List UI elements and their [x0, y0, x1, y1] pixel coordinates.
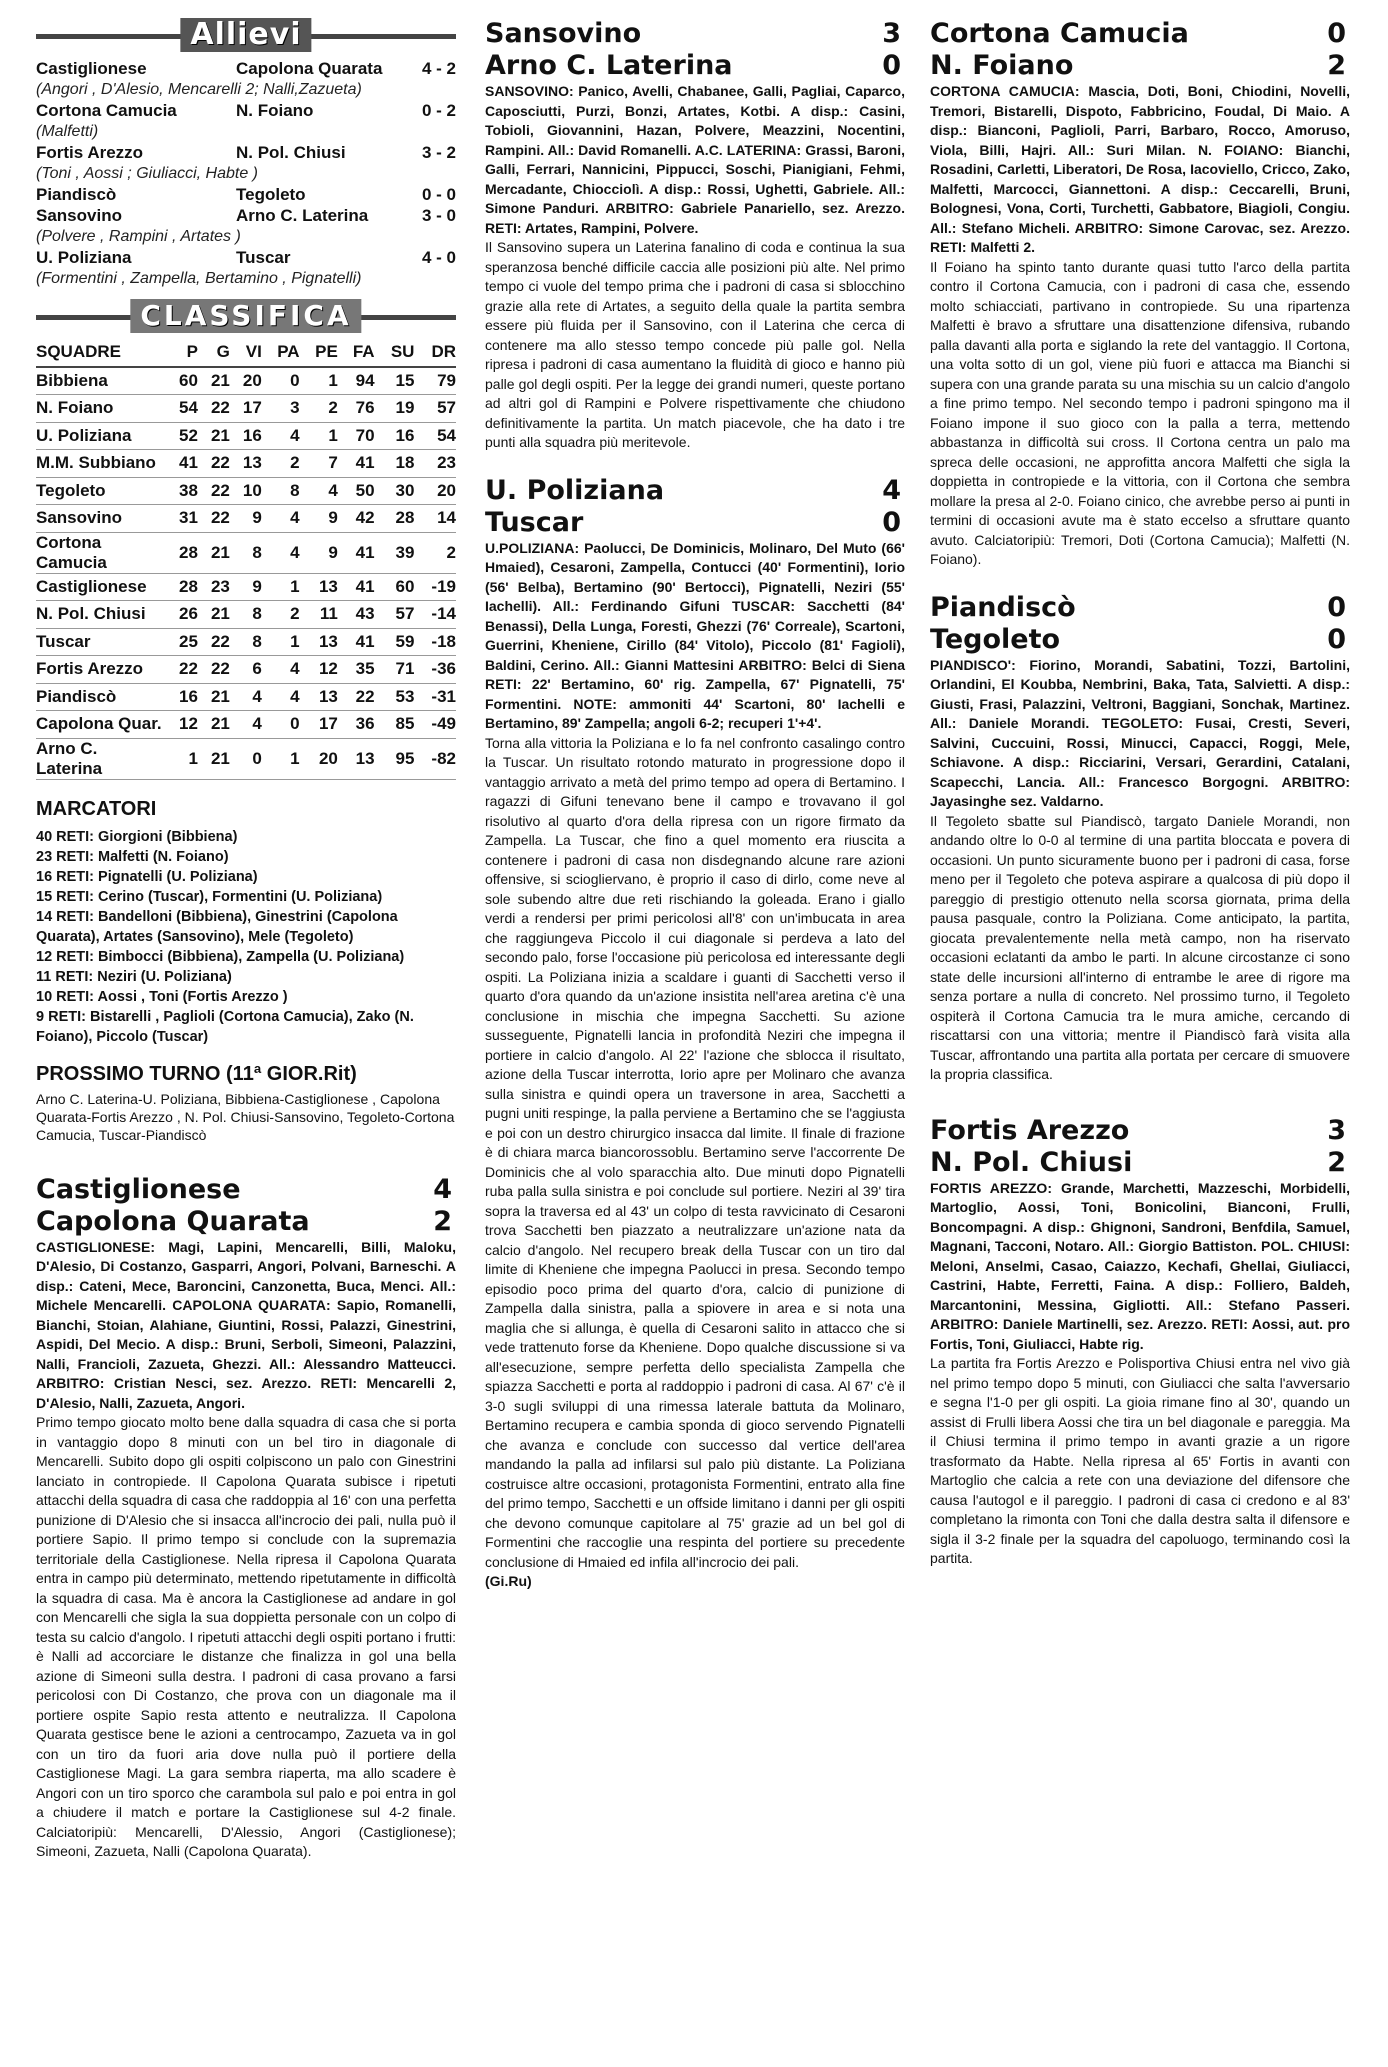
stat-cell: 9 — [230, 505, 262, 533]
stat-cell: 7 — [300, 450, 338, 478]
stat-cell: 1 — [166, 738, 198, 779]
stat-cell: 0 — [262, 367, 300, 395]
standings-row — [36, 738, 456, 779]
match-title-home — [485, 475, 905, 507]
match-title-away — [36, 1206, 456, 1238]
home-team: Piandiscò — [36, 185, 117, 204]
prossimo-turno-text: Arno C. Laterina-U. Poliziana, Bibbiena-Castiglionese , Capolona Quarata-Fortis Arezzo , N. Pol. Chiusi-Sansovino, Tegoleto-Cortona Camucia, Tuscar-Piandiscò — [36, 1090, 455, 1143]
stat-cell: 12 — [300, 656, 338, 684]
team-score: 0 — [882, 506, 901, 538]
standings-row — [36, 367, 456, 395]
stat-cell: 2 — [300, 395, 338, 423]
stat-cell: 17 — [300, 711, 338, 739]
away-team: N. Pol. Chiusi — [236, 143, 346, 162]
stat-cell: 21 — [198, 738, 230, 779]
stat-cell: 2 — [262, 601, 300, 629]
stat-cell: 22 — [198, 395, 230, 423]
match-title-away — [930, 1147, 1350, 1179]
stat-cell: 54 — [414, 422, 456, 450]
stat-cell: 9 — [230, 573, 262, 601]
team-name: N. Pol. Chiusi — [930, 1146, 1133, 1178]
home-team: Castiglionese — [36, 59, 147, 78]
stat-cell: 1 — [300, 422, 338, 450]
team-cell: Capolona Quar. — [36, 711, 166, 739]
stat-cell: 8 — [230, 601, 262, 629]
match-facts: CASTIGLIONESE: Magi, Lapini, Mencarelli, Billi, Maloku, D'Alesio, Di Costanzo, Gasparri, Angori, Polvani, Barneschi. A disp.: Cateni, Mece, Baroncini, Canzonetta, Buca, Menci. All.: Michele Mencarelli. CAPOLONA QUARATA: Sapio, Romanelli, Bianchi, Stoian, Alahiane, Giuntini, Rossi, Palazzi, Ginestrini, Aspidi, Del Mecio. A disp.: Bruni, Serboli, Simeoni, Palazzini, Nalli, Francioli, Zazueta, Ghezzi. All.: Alessandro Matteucci. ARBITRO: Cristian Nesci, sez. Arezzo. RETI: Mencarelli 2, D'Alesio, Nalli, Zazueta, Angori. — [36, 1238, 456, 1411]
standings-row — [36, 395, 456, 423]
stat-cell: 28 — [166, 532, 198, 573]
stat-cell: 50 — [338, 477, 375, 505]
team-name: Capolona Quarata — [36, 1205, 310, 1237]
team-score: 2 — [433, 1205, 452, 1237]
scorer-line: 40 RETI: Giorgioni (Bibbiena) — [36, 828, 238, 845]
stat-cell: 76 — [338, 395, 375, 423]
stat-cell: 13 — [300, 573, 338, 601]
classifica-title: CLASSIFICA — [130, 299, 361, 333]
stat-cell: 60 — [375, 573, 415, 601]
stat-cell: 4 — [230, 683, 262, 711]
scorer-line: 9 RETI: Bistarelli , Paglioli (Cortona Camucia), Zako (N. Foiano), Piccolo (Tuscar) — [36, 1008, 414, 1045]
result-score: 0 - 2 — [421, 101, 456, 120]
team-score: 3 — [1327, 1114, 1346, 1146]
team-cell: Castiglionese — [36, 573, 166, 601]
stat-cell: 4 — [262, 532, 300, 573]
scorer-line: 23 RETI: Malfetti (N. Foiano) — [36, 848, 229, 865]
match-report: Il Tegoleto sbatte sul Piandiscò, targato Daniele Morandi, non andando oltre lo 0-0 al termine di una partita bloccata e povera di occasioni. Un punto sicuramente buono per i padroni di casa, forse meno per il Tegoleto che poteva aspirare a qualcosa di più dopo il pareggio di prestigio ottenuto nella scorsa giornata, prima della pausa pasquale, contro la Poliziana. Come anticipato, la partita, giocata prevalentemente nella metà campo, non ha riservato occasioni eclatanti da ambo le parti. In alcune circostanze ci sono state delle incursioni all'interno di entrambe le aree di rigore ma senza portare a nulla di concreto. Nel prossimo turno, il Tegoleto ospiterà il Cortona Camucia tra le mura amiche, cercando di riscattarsi con una vittoria; mentre il Piandiscò farà visita alla Tuscar, affrontando una partita alla portata per cercare di smuovere la propria classifica. — [930, 812, 1350, 1082]
scorer-line: 12 RETI: Bimbocci (Bibbiena), Zampella (U. Poliziana) — [36, 948, 405, 965]
stat-cell: 13 — [338, 738, 375, 779]
stat-cell: 94 — [338, 367, 375, 395]
stat-cell: 54 — [166, 395, 198, 423]
stat-cell: 4 — [300, 477, 338, 505]
team-score: 0 — [1327, 623, 1346, 655]
match-facts: CORTONA CAMUCIA: Mascia, Doti, Boni, Chiodini, Novelli, Tremori, Bistarelli, Dispoto, Fabbricino, Foudal, Di Maio. A disp.: Bianconi, Paglioli, Parri, Barbaro, Rocco, Amoruso, Viola, Billi, Hajri. All.: Suri Milan. N. FOIANO: Bianchi, Rosadini, Carletti, Liberatori, De Rosa, Iacoviello, Cricco, Zako, Malfetti, Marcocci, Giannettoni. A disp.: Ceccarelli, Bruni, Bolognesi, Vona, Corti, Turchetti, Gabbatore, Biagioli, Congiu. All.: Stefano Micheli. ARBITRO: Simone Carovac, sez. Arezzo. RETI: Malfetti 2. — [930, 83, 1350, 255]
match-title-away — [930, 50, 1350, 82]
team-cell: N. Foiano — [36, 395, 166, 423]
match-report: Il Foiano ha spinto tanto durante quasi tutto l'arco della partita contro il Cortona Camucia, con i padroni di casa che, essendo molto schiacciati, partivano in contropiede. Su una ripartenza Malfetti è bravo a sfruttare una disattenzione difensiva, rubando palla davanti alla porta e siglando la rete del vantaggio. Il Cortona, una volta sotto di un gol, viene più fuori e attacca ma Bianchi si supera con una grande parata su una mischia su un calcio d'angolo a fine primo tempo. Nel secondo tempo i padroni spingono ma il Foiano impone il suo gioco con la palla a terra, mettendo abbastanza in difficoltà sui cross. Il Cortona centra un palo ma spreca delle occasioni, ne approfitta ancora Malfetti che sigla la doppietta in contropiede e la vittoria, con il Cortona che sembra mollare la presa al 2-0. Foiano cinico, che avrebbe perso ai punti in termini di occasioni avute ma è stato eccelso a sfruttare quanto avuto. Calciatoripiù: Tremori, Doti (Cortona Camucia); Malfetti (N. Foiano). — [930, 258, 1350, 567]
stat-cell: -31 — [414, 683, 456, 711]
result-score: 3 - 0 — [421, 206, 456, 225]
stat-cell: 21 — [198, 601, 230, 629]
stat-cell: 38 — [166, 477, 198, 505]
home-team: Cortona Camucia — [36, 101, 177, 120]
result-row — [36, 142, 456, 163]
result-score: 3 - 2 — [421, 143, 456, 162]
stat-cell: 0 — [230, 738, 262, 779]
stat-cell: 6 — [230, 656, 262, 684]
away-team: Arno C. Laterina — [236, 206, 369, 225]
team-name: Sansovino — [485, 18, 642, 49]
team-name: N. Foiano — [930, 50, 1074, 81]
stat-cell: 2 — [262, 450, 300, 478]
team-name: Arno C. Laterina — [485, 50, 733, 81]
team-cell: U. Poliziana — [36, 422, 166, 450]
match-facts: PIANDISCO': Fiorino, Morandi, Sabatini, Tozzi, Bartolini, Orlandini, El Koubba, Nembrini, Baka, Tata, Salvietti. A disp.: Giusti, Frasi, Palazzini, Veltroni, Baggiani, Sonchak, Martinez. All.: Daniele Morandi. TEGOLETO: Fusai, Cresti, Severi, Salvini, Cuccuini, Rossi, Minucci, Capacci, Roggi, Mele, Schiavone. A disp.: Ricciarini, Versari, Gerardini, Catalani, Scapecchi, Lancia. All.: Francesco Borgogni. ARBITRO: Jayasinghe sez. Valdarno. — [930, 656, 1350, 809]
stat-cell: 41 — [338, 628, 375, 656]
stat-cell: 22 — [338, 683, 375, 711]
stat-cell: -82 — [414, 738, 456, 779]
column-header: SQUADRE — [36, 339, 166, 367]
stat-cell: 20 — [300, 738, 338, 779]
team-cell: Bibbiena — [36, 367, 166, 395]
stat-cell: 4 — [262, 683, 300, 711]
stat-cell: 41 — [166, 450, 198, 478]
stat-cell: 30 — [375, 477, 415, 505]
stat-cell: 22 — [198, 477, 230, 505]
result-scorers: (Formentini , Zampella, Bertamino , Pignatelli) — [36, 270, 362, 287]
classifica-banner — [36, 299, 456, 333]
column-header: PE — [300, 339, 338, 367]
standings-row — [36, 422, 456, 450]
stat-cell: 41 — [338, 573, 375, 601]
stat-cell: 1 — [262, 738, 300, 779]
team-cell: Piandiscò — [36, 683, 166, 711]
stat-cell: 1 — [300, 367, 338, 395]
stat-cell: 42 — [338, 505, 375, 533]
stat-cell: 21 — [198, 711, 230, 739]
marcatori-title: MARCATORI — [36, 797, 157, 820]
stat-cell: 17 — [230, 395, 262, 423]
stat-cell: 22 — [198, 450, 230, 478]
stat-cell: 52 — [166, 422, 198, 450]
prossimo-turno-title: PROSSIMO TURNO (11ª GIOR.Rit) — [36, 1062, 357, 1085]
stat-cell: 8 — [230, 628, 262, 656]
stat-cell: 16 — [375, 422, 415, 450]
stat-cell: 1 — [262, 573, 300, 601]
stat-cell: -18 — [414, 628, 456, 656]
stat-cell: 22 — [198, 505, 230, 533]
standings-row — [36, 711, 456, 739]
team-cell: Fortis Arezzo — [36, 656, 166, 684]
match-facts: SANSOVINO: Panico, Avelli, Chabanee, Galli, Pagliai, Caparco, Caposciutti, Purzi, Bonzi, Artates, Kotbi. A disp.: Casini, Tobioli, Giovannini, Hazan, Polvere, Meazzini, Nocentini, Rampini. All.: David Romanelli. A.C. LATERINA: Grassi, Baroni, Galli, Ferrari, Nannicini, Pippucci, Soschi, Pianigiani, Fehmi, Mercadante, Chiocciolì. A disp.: Rossi, Ughetti, Gabriele. All.: Simone Panduri. ARBITRO: Gabriele Panariello, sez. Arezzo. RETI: Artates, Rampini, Polvere. — [485, 83, 905, 236]
standings-row — [36, 450, 456, 478]
stat-cell: 35 — [338, 656, 375, 684]
stat-cell: 13 — [300, 683, 338, 711]
team-score: 3 — [882, 18, 901, 49]
stat-cell: 8 — [262, 477, 300, 505]
stat-cell: 79 — [414, 367, 456, 395]
stat-cell: 14 — [414, 505, 456, 533]
stat-cell: 22 — [198, 628, 230, 656]
standings-row — [36, 532, 456, 573]
stat-cell: 16 — [230, 422, 262, 450]
result-scorers: (Malfetti) — [36, 123, 99, 140]
stat-cell: 53 — [375, 683, 415, 711]
stat-cell: 0 — [262, 711, 300, 739]
team-cell: Sansovino — [36, 505, 166, 533]
column-header: VI — [230, 339, 262, 367]
team-score: 4 — [433, 1173, 452, 1205]
match-title-away — [930, 624, 1350, 656]
home-team: Sansovino — [36, 206, 122, 225]
stat-cell: 4 — [262, 422, 300, 450]
team-name: Cortona Camucia — [930, 18, 1189, 49]
column-middle — [485, 18, 905, 1592]
result-row — [36, 100, 456, 121]
team-name: Tuscar — [485, 506, 584, 538]
away-team: Tegoleto — [236, 185, 306, 204]
column-header: SU — [375, 339, 415, 367]
stat-cell: 41 — [338, 450, 375, 478]
stat-cell: 31 — [166, 505, 198, 533]
stat-cell: 85 — [375, 711, 415, 739]
stat-cell: 28 — [375, 505, 415, 533]
stat-cell: 39 — [375, 532, 415, 573]
stat-cell: 57 — [414, 395, 456, 423]
team-name: Piandiscò — [930, 591, 1076, 623]
team-cell: N. Pol. Chiusi — [36, 601, 166, 629]
team-cell: Cortona Camucia — [36, 532, 166, 573]
stat-cell: 4 — [262, 656, 300, 684]
stat-cell: -19 — [414, 573, 456, 601]
stat-cell: 43 — [338, 601, 375, 629]
team-score: 0 — [1327, 18, 1346, 49]
standings-row — [36, 573, 456, 601]
team-name: Tegoleto — [930, 623, 1061, 655]
stat-cell: 9 — [300, 532, 338, 573]
result-score: 4 - 0 — [421, 248, 456, 267]
result-row — [36, 247, 456, 268]
team-score: 2 — [1327, 50, 1346, 81]
stat-cell: 60 — [166, 367, 198, 395]
match-report: Il Sansovino supera un Laterina fanalino di coda e continua la sua speranzosa benché difficile caccia alle posizioni più alte. Nel primo tempo ci vuole del tempo prima che i padroni di casa si sblocchino grazie alla rete di Artates, a seguito della quale la partita sembra essere più fluida per il Sansovino, con il Laterina che cerca di contenere ma allo stesso tempo concede più palle gol. Nella ripresa i padroni di casa aumentano la fluidità di gioco e hanno più palle gol degli ospiti. Per la legge dei grandi numeri, queste portano ad altri gol di Rampini e Polvere rispettivamente che chiudono definitivamente la partita. Un match piacevole, che ha dato i tre punti alla squadra più meritevole. — [485, 239, 905, 450]
stat-cell: 41 — [338, 532, 375, 573]
match-facts: U.POLIZIANA: Paolucci, De Dominicis, Molinaro, Del Muto (66' Hmaied), Cesaroni, Zampella, Contucci (40' Formentini), Iorio (56' Belba), Bertamino (90' Bertocci), Pignatelli, Neziri (55' Iachelli). All.: Ferdinando Gifuni TUSCAR: Sacchetti (84' Benassi), Della Lunga, Foresti, Ghezzi (76' Correale), Scartoni, Guerrini, Kheniene, Cirillo (84' Vitolo), Piccolo (81' Fagioli), Baldini, Cerino. All.: Gianni Mattesini ARBITRO: Belci di Siena RETI: 22' Bertamino, 60' rig. Zampella, 67' Pignatelli, 75' Formentini. NOTE: ammoniti 44' Scartoni, 80' Iachelli e Bertamino, 89' Zampella; angoli 6-2; recuperi 1'+4'. — [485, 539, 905, 731]
results-list — [36, 58, 456, 289]
team-score: 0 — [882, 50, 901, 81]
stat-cell: 25 — [166, 628, 198, 656]
stat-cell: 2 — [414, 532, 456, 573]
result-row — [36, 58, 456, 79]
allievi-banner — [36, 18, 456, 52]
standings-row — [36, 656, 456, 684]
stat-cell: 70 — [338, 422, 375, 450]
standings-row — [36, 505, 456, 533]
standings-row — [36, 477, 456, 505]
result-scorers: (Toni , Aossi ; Giuliacci, Habte ) — [36, 165, 259, 182]
result-row — [36, 205, 456, 226]
match-report: La partita fra Fortis Arezzo e Polisportiva Chiusi entra nel vivo già nel primo tempo dopo 5 minuti, con Giuliacci che salta l'avversario e segna l'1-0 per gli ospiti. La gioia rimane fino al 30', quando un assist di Frulli libera Aossi che tira un bel diagonale e pareggia. Ma il Chiusi termina il primo tempo in avanti grazie a un rigore trasformato da Habte. Nella ripresa al 65' Fortis in avanti con Martoglio che calcia a rete con una deviazione del difensore che causa l'autogol e il pareggio. I padroni di casa ci credono e al 83' completano la rimonta con Toni che dalla destra salta il difensore e sigla il 3-2 finale per la squadra del capoluogo, terminando così la partita. — [930, 1355, 1350, 1566]
home-team: Fortis Arezzo — [36, 143, 144, 162]
team-cell: Tuscar — [36, 628, 166, 656]
stat-cell: 13 — [300, 628, 338, 656]
stat-cell: 23 — [198, 573, 230, 601]
stat-cell: 3 — [262, 395, 300, 423]
stat-cell: 13 — [230, 450, 262, 478]
match-signature: (Gi.Ru) — [485, 1573, 532, 1589]
standings-row — [36, 683, 456, 711]
stat-cell: 21 — [198, 367, 230, 395]
stat-cell: 26 — [166, 601, 198, 629]
stat-cell: 57 — [375, 601, 415, 629]
scorer-line: 14 RETI: Bandelloni (Bibbiena), Ginestrini (Capolona Quarata), Artates (Sansovino), Mele (Tegoleto) — [36, 908, 398, 945]
result-score: 0 - 0 — [421, 185, 456, 204]
match-report: Torna alla vittoria la Poliziana e lo fa nel confronto casalingo contro la Tuscar. Un risultato rotondo maturato in progressione dopo il vantaggio arrivato a metà del primo tempo ad opera di Bertamino. I ragazzi di Gifuni tenevano bene il campo e trovavano il gol risolutivo al quarto d'ora della ripresa con un rigore firmato da Zampella. La Tuscar, che fino a quel momento era riuscita a contenere i padroni di casa non disdegnando alcune rare azioni offensive, si sciogliervano, è proprio il caso di dirlo, come neve al sole subendo altre due reti rischiando la goleada. Erano i giallo verdi a rendersi per primi pericolosi all'8' con un'imbucata in area che raggiungeva Piccolo il cui diagonale si perdeva a lato del secondo palo, forse l'occasione più pericolosa ed interessante degli ospiti. La Poliziana inizia a scaldare i guanti di Sacchetti verso il quarto d'ora quando da un'azione insistita nell'area aretina c'è una conclusione in mischia che impegna Sacchetti. Su azione susseguente, Pignatelli lancia in profondità Neziri che impegna il portiere in calcio d'angolo. Al 22' l'azione che sblocca il risultato, azione della Tuscar interrotta, Iorio apre per Molinaro che avanza sulla sinistra e quindi opera un traversone in area, Sacchetti a pugni uniti respinge, la palla perviene a Bertamino che se l'aggiusta e poi con un destro chirurgico insacca dal limite. Il finale di frazione è di chiara marca biancorossoblu. Bertamino serve l'accorrente De Dominicis che al volo sparacchia alto. Due minuti dopo Pignatelli ruba palla sulla sinistra e poi conclude sul portiere. Neziri al 39' tira sopra la traversa ed al 43' un colpo di testa ravvicinato di Cesaroni trova Sacchetti ben piazzato a neutralizzare un'azione nata da calcio d'angolo. Nel recupero break della Tuscar con un tiro dal limite di Kheniene che impegna Paolucci in presa. Secondo tempo episodio poco prima del quarto d'ora, calcio di punizione di Zampella dalla sinistra, palla a spiovere in area e si nota una maglia che si allunga, è quella di Cesaroni salito in attacco che si vede trattenuto forse da Kheniene. Dopo qualche discussione si va all'esecuzione, sempre perfetta dello specialista Zampella che spiazza Sacchetti e porta al raddoppio i padroni di casa. Al 67' c'è il 3-0 sugli sviluppi di una rimessa laterale battuta da Molinaro, Bertamino recupera e cambia sponda di gioco servendo Pignatelli che avanza e conclude con successo dal vertice dell'area mandando la palla ad infilarsi sul palo più distante. La Poliziana costruisce altre occasioni, protagonista Formentini, entrato alla fine del primo tempo, Sacchetti e un offside limitano i danni per gli ospiti che devono comunque capitolare al 75' grazie ad un bel gol di Formentini che raccoglie una respinta del portiere su precedente conclusione di Hmaied ed infila all'incrocio dei pali. — [485, 734, 905, 1570]
result-scorers: (Angori , D'Alesio, Mencarelli 2; Nalli,Zazueta) — [36, 81, 362, 98]
match-title-home — [930, 1115, 1350, 1147]
match-title-home — [930, 18, 1350, 50]
marcatori-list — [36, 827, 456, 1047]
column-left — [36, 18, 456, 1862]
stat-cell: -36 — [414, 656, 456, 684]
match-facts: FORTIS AREZZO: Grande, Marchetti, Mazzeschi, Morbidelli, Martoglio, Aossi, Toni, Bonicolini, Bianconi, Frulli, Boncompagni. A disp.: Ghignoni, Sandroni, Benfdila, Samuel, Magnani, Tacconi, Notaro. All.: Giorgio Battiston. POL. CHIUSI: Meloni, Anselmi, Casao, Caiazzo, Kechafi, Ghellai, Giuliacci, Castrini, Habte, Ferretti, Faina. A disp.: Folliero, Baldeh, Marcantonini, Messina, Gigliotti. All.: Stefano Passeri. ARBITRO: Daniele Martinelli, sez. Arezzo. RETI: Aossi, aut. pro Fortis, Toni, Giuliacci, Habte rig. — [930, 1179, 1350, 1352]
stat-cell: 19 — [375, 395, 415, 423]
stat-cell: 95 — [375, 738, 415, 779]
team-score: 2 — [1327, 1146, 1346, 1178]
team-name: Castiglionese — [36, 1173, 241, 1205]
away-team: N. Foiano — [236, 101, 314, 120]
result-score: 4 - 2 — [421, 59, 456, 78]
team-cell: Tegoleto — [36, 477, 166, 505]
stat-cell: 4 — [262, 505, 300, 533]
stat-cell: 21 — [198, 532, 230, 573]
stat-cell: 71 — [375, 656, 415, 684]
home-team: U. Poliziana — [36, 248, 132, 267]
match-title-away — [485, 507, 905, 539]
stat-cell: 10 — [230, 477, 262, 505]
column-header: FA — [338, 339, 375, 367]
stat-cell: 12 — [166, 711, 198, 739]
stat-cell: 8 — [230, 532, 262, 573]
column-header: DR — [414, 339, 456, 367]
scorer-line: 10 RETI: Aossi , Toni (Fortis Arezzo ) — [36, 988, 288, 1005]
stat-cell: 20 — [230, 367, 262, 395]
scorer-line: 16 RETI: Pignatelli (U. Poliziana) — [36, 868, 258, 885]
allievi-title: Allievi — [180, 18, 311, 52]
stat-cell: 23 — [414, 450, 456, 478]
stat-cell: 20 — [414, 477, 456, 505]
column-right — [930, 18, 1350, 1569]
stat-cell: 59 — [375, 628, 415, 656]
stat-cell: -49 — [414, 711, 456, 739]
standings-header — [36, 339, 456, 367]
team-cell: M.M. Subbiano — [36, 450, 166, 478]
stat-cell: 18 — [375, 450, 415, 478]
stat-cell: -14 — [414, 601, 456, 629]
match-title-home — [36, 1174, 456, 1206]
standings-table — [36, 339, 456, 780]
team-cell: Arno C. Laterina — [36, 738, 166, 779]
standings-row — [36, 628, 456, 656]
scorer-line: 11 RETI: Neziri (U. Poliziana) — [36, 968, 232, 985]
result-row — [36, 184, 456, 205]
column-header: G — [198, 339, 230, 367]
stat-cell: 21 — [198, 683, 230, 711]
stat-cell: 16 — [166, 683, 198, 711]
stat-cell: 21 — [198, 422, 230, 450]
away-team: Tuscar — [236, 248, 291, 267]
stat-cell: 1 — [262, 628, 300, 656]
match-report: Primo tempo giocato molto bene dalla squadra di casa che si porta in vantaggio dopo 8 minuti con un bel tiro in diagonale di Mencarelli. Subito dopo gli ospiti colpiscono un palo con Ginestrini lanciato in contropiede. Il Capolona Quarata subisce i ripetuti attacchi della squadra di casa che raddoppia al 16' con una perfetta punizione di D'Alesio che si insacca all'incrocio dei pali, nulla può il portiere Sapio. Il primo tempo si conclude con la supremazia territoriale della Castiglionese. Nella ripresa il Capolona Quarata entra in campo più determinato, mettendo ripetutamente in difficoltà la squadra di casa. Ma è ancora la Castiglionese ad andare in gol con Mencarelli che sigla la sua doppietta personale con un colpo di testa su calcio d'angolo. I ripetuti attacchi degli ospiti portano i frutti: è Nalli ad accorciare le distanze che finalizza in gol una bella azione di Simeoni sulla destra. I padroni di casa provano a farsi pericolosi con Di Costanzo, che prova con un diagonale ma il portiere ospite Sapio resta attento e neutralizza. Il Capolona Quarata gestisce bene le azioni a centrocampo, Zazueta va in gol con un tiro da fuori aria dove nulla può il portiere della Castiglionese Magi. La gara sembra riaperta, ma allo scadere è Angori con un tiro sporco che carambola sul palo e poi entra in gol a chiudere il match e portare la Castiglionese sul 4-2 finale. Calciatoripiù: Mencarelli, D'Alessio, Angori (Castiglionese); Simeoni, Zazueta, Nalli (Capolona Quarata). — [36, 1414, 456, 1859]
team-name: Fortis Arezzo — [930, 1114, 1130, 1146]
stat-cell: 36 — [338, 711, 375, 739]
stat-cell: 4 — [230, 711, 262, 739]
stat-cell: 9 — [300, 505, 338, 533]
match-title-home — [930, 592, 1350, 624]
match-title-home — [485, 18, 905, 50]
stat-cell: 28 — [166, 573, 198, 601]
column-header: P — [166, 339, 198, 367]
stat-cell: 11 — [300, 601, 338, 629]
away-team: Capolona Quarata — [236, 59, 383, 78]
result-scorers: (Polvere , Rampini , Artates ) — [36, 228, 241, 245]
stat-cell: 15 — [375, 367, 415, 395]
team-name: U. Poliziana — [485, 474, 665, 506]
team-score: 4 — [882, 474, 901, 506]
stat-cell: 22 — [198, 656, 230, 684]
team-score: 0 — [1327, 591, 1346, 623]
scorer-line: 15 RETI: Cerino (Tuscar), Formentini (U. Poliziana) — [36, 888, 383, 905]
stat-cell: 22 — [166, 656, 198, 684]
match-title-away — [485, 50, 905, 82]
column-header: PA — [262, 339, 300, 367]
standings-row — [36, 601, 456, 629]
